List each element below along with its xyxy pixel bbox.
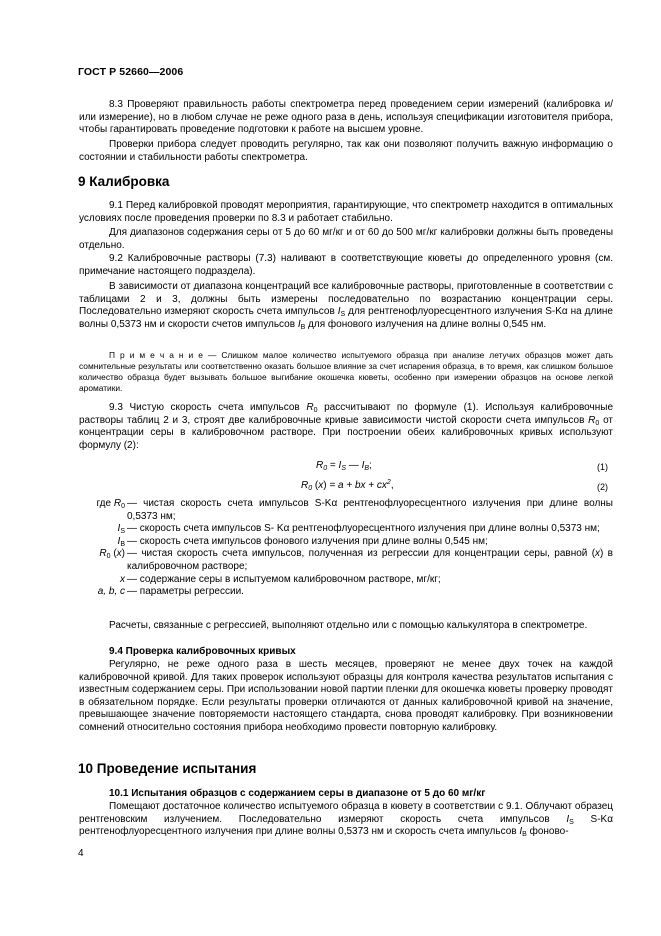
paragraph-regression: Расчеты, связанные с регрессией, выполняют отдельно или с помощью калькулятора в спектрометре.: [109, 620, 588, 631]
paragraph-9-4: Регулярно, не реже одного раза в шесть месяцев, проверяют не менее двух точек на каждой калибровочной кривой. Для таких проверок используют образцы для контроля качества результатов испытания с известным содержанием серы. При использовании новой партии пленки для окошечка кюветы проверку проводят в обязательном порядке. Если результаты проверки отличаются от данных калибровочной кривой на значение, превышающее значение повторяемости настоящего стандарта, снова проводят калибровку. При возникновении сомнений относительно состояния прибора необходимо провести повторную калибровку.: [79, 659, 613, 733]
definition-ib: $I_B$ — скорость счета импульсов фонового излучения при длине волны 0,545 нм;: [117, 535, 488, 548]
section-10-heading: 10 Проведение испытания: [78, 761, 257, 776]
equation-2: $R_0$ (x) = a + bx + $cx^2$,: [301, 479, 394, 492]
paragraph-ranges: Для диапазонов содержания серы от 5 до 60 мг/кг и от 60 до 500 мг/кг калибровки должны быть проведены отдельно.: [79, 227, 613, 251]
equation-1-number: (1): [597, 462, 608, 472]
paragraph-10-1: Помещают достаточное количество испытуемого образца в кювету в соответствии с 9.1. Облучают образец рентгеновским излучением. Последовательно измеряют скорость счета импульсов $I_S$ S-Kα рентгенофлуоресцентного излучения при длине волны 0,5373 нм и скорость счета импульсов $I_B$ фоново-: [79, 801, 613, 839]
equation-2-number: (2): [597, 482, 608, 492]
paragraph-8-3: 8.3 Проверяют правильность работы спектрометра перед проведением серии измерений (калибровка и/или измерение), но в любом случае не реже одного раза в день, используя спецификации изготовителя прибора, чтобы гарантировать проведение подготовки к работе на высшем уровне.: [79, 99, 613, 136]
paragraph-9-1: 9.1 Перед калибровкой проводят мероприятия, гарантирующие, что спектрометр находится в оптимальных условиях после проведения проверки по 8.3 и работает стабильно.: [79, 200, 613, 224]
paragraph-9-3: 9.3 Чистую скорость счета импульсов $R_0$ рассчитывают по формуле (1). Используя калибровочные растворы таблиц 2 и 3, строят две калибровочные кривые зависимости чистой скорости счета импульсов $R_0$ от концентрации серы в калибровочном растворе. При построении обеих калибровочных кривых используют формулу (2):: [79, 402, 613, 451]
section-10-1-heading: 10.1 Испытания образцов с содержанием серы в диапазоне от 5 до 60 мг/кг: [109, 788, 486, 799]
section-9-4-heading: 9.4 Проверка калибровочных кривых: [109, 646, 296, 657]
definition-abc: a, b, c — параметры регрессии.: [97, 586, 244, 598]
definition-r0x: $R_0$ (x) — чистая скорость счета импульсов, полученная из регрессии для концентрации серы, равной (x) в калибровочном растворе;: [99, 548, 613, 572]
definition-x: x — содержание серы в испытуемом калибровочном растворе, мг/кг;: [120, 573, 441, 585]
document-header: ГОСТ Р 52660—2006: [78, 66, 184, 78]
equation-1: $R_0 = I_S$ — $I_B$;: [316, 460, 372, 472]
note-sample-volume: П р и м е ч а н и е — Слишком малое количество испытуемого образца при анализе летучих образцов может дать сомнительные результаты или соответственно оказать большое влияние за счет испарения образца, в то время, как слишком большое количество образца будет вызывать большое выгибание окошечка кюветы, особенно при измерении образцов на основе легкой ароматики.: [79, 350, 613, 393]
paragraph-9-2: 9.2 Калибровочные растворы (7.3) наливают в соответствующие кюветы до определенного уровня (см. примечание настоящего подраздела).: [79, 253, 613, 277]
definition-is: $I_S$ — скорость счета импульсов S- Kα рентгенофлуоресцентного излучения при длине волны 0,5373 нм;: [117, 523, 600, 536]
definition-r0: где $R_0$ — чистая скорость счета импульсов S-Kα рентгенофлуоресцентного излучения при длине волны 0,5373 нм;: [96, 498, 613, 522]
paragraph-measurement: В зависимости от диапазона концентраций все калибровочные растворы, приготовленные в соответствии с таблицами 2 и 3, должны быть измерены последовательно по возрастанию концентрации серы. Последовательно измеряют скорость счета импульсов $I_S$ для рентгенофлуоресцентного излучения S-Kα на длине волны 0,5373 нм и скорости счетов импульсов $I_B$ для фонового излучения на длине волны 0,545 нм.: [79, 281, 613, 331]
paragraph-device-check: Проверки прибора следует проводить регулярно, так как они позволяют получить важную информацию о состоянии и стабильности работы спектрометра.: [79, 139, 613, 163]
definitions-list: [70, 498, 613, 599]
page-number: 4: [78, 848, 84, 859]
section-9-heading: 9 Калибровка: [78, 174, 170, 189]
